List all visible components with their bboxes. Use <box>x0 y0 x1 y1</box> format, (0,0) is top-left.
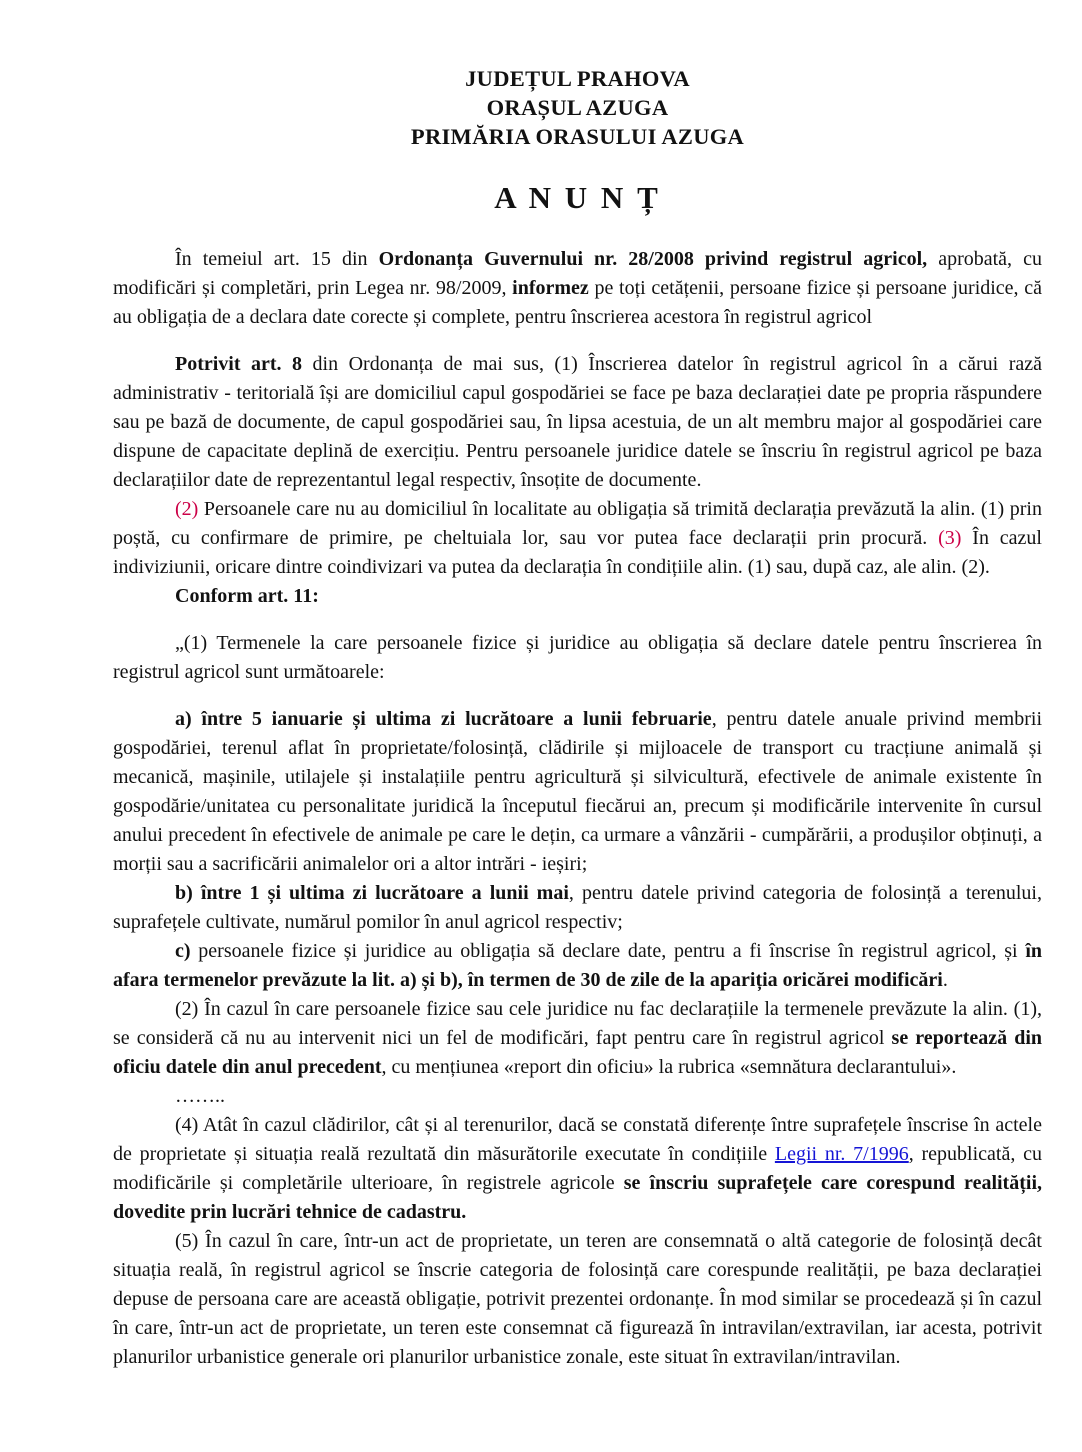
text-run: . <box>942 969 948 991</box>
law-link[interactable]: Legii nr. 7/1996 <box>774 1143 909 1165</box>
text-run: persoanele fizice și juridice au obligația să declare date, pentru a fi înscrise în registrul agricol, și <box>190 940 1026 962</box>
red-run: (2) <box>175 498 199 520</box>
paragraph-alin-4 <box>113 1111 1042 1227</box>
bold-run: a) între 5 ianuarie și ultima zi lucrătoare a lunii februarie <box>175 708 712 730</box>
text-run: În temeiul art. 15 din <box>175 248 379 270</box>
bold-run: informez <box>512 277 589 299</box>
text-run: (5) În cazul în care, într-un act de proprietate, un teren are consemnată o altă categorie de folosință decât situația reală, în registrul agricol se înscrie categoria de folosință care corespunde realității, pe baza declarației depuse de persoana care are această obligație, potrivit prezentei ordonanțe. În mod similar se procedează și în cazul în care, într-un act de proprietate, un teren este consemnat că figurează în intravilan/extravilan, iar acesta, potrivit planurilor urbanistice generale ori planurilor urbanistice zonale, este situat în extravilan/intravilan. <box>113 1230 1042 1368</box>
header-line-town: ORAȘUL AZUGA <box>486 95 669 120</box>
text-run: „(1) Termenele la care persoanele fizice și juridice au obligația să declare datele pentru înscrierea în registrul agricol sunt următoarele: <box>113 632 1042 683</box>
paragraph-termene-intro <box>113 629 1042 687</box>
bold-run: Potrivit art. 8 <box>175 353 303 375</box>
bold-run: c) <box>175 940 191 962</box>
text-run: În cazul indiviziunii, oricare dintre coindivizari va putea da declarația în condițiile alin. (1) sau, după caz, ale alin. (2). <box>113 527 1042 578</box>
text-run: (4) Atât în cazul clădirilor, cât și al terenurilor, dacă se constată diferențe între suprafețele înscrise în actele de proprietate și situația reală rezultată din măsurătorile executate în condițiile <box>113 1114 1042 1165</box>
header-line-townhall: PRIMĂRIA ORASULUI AZUGA <box>410 124 745 149</box>
text-run: Persoanele care nu au domiciliul în localitate au obligația să trimită declarația prevăzută la alin. (1) prin poștă, cu confirmare de primire, pe cheltuiala lor, sau vor putea face declarații prin procură. <box>113 498 1042 549</box>
text-run: din Ordonanța de mai sus, (1) Înscrierea datelor în registrul agricol în a cărui rază administrativ - teritorială își are domiciliul capul gospodăriei se face pe baza declarației date pe propria răspundere sau pe bază de documente, de capul gospodăriei sau, în lipsa acestuia, de un alt membru major al gospodăriei care dispune de capacitate deplină de exercițiu. Pentru persoanele juridice datele se înscriu în registrul agricol pe baza declarațiilor date de reprezentantul legal respectiv, însoțite de documente. <box>113 353 1042 491</box>
text-run: , cu mențiunea «report din oficiu» la rubrica «semnătura declarantului». <box>381 1056 957 1078</box>
paragraph-lit-b <box>113 879 1042 937</box>
paragraph-dots <box>113 1082 1042 1111</box>
red-run: (3) <box>938 527 962 549</box>
paragraph-alin-2-report <box>113 995 1042 1082</box>
text-run: , republicată, cu modificările și completările ulterioare, în registrele agricole <box>113 1143 1043 1194</box>
text-run: (2) În cazul în care persoanele fizice sau cele juridice nu fac declarațiile la termenele prevăzute la alin. (1), se consideră că nu au intervenit nici un fel de modificări, fapt pentru care în registrul agricol <box>113 998 1042 1049</box>
bold-run: Conform art. 11: <box>175 585 319 607</box>
paragraph-lit-a <box>113 705 1042 879</box>
bold-run: Ordonanța Guvernului nr. 28/2008 privind registrul agricol, <box>378 248 928 270</box>
paragraph-alin-5 <box>113 1227 1042 1372</box>
bold-run: b) între 1 și ultima zi lucrătoare a lunii mai <box>175 882 569 904</box>
header-line-county: JUDEȚUL PRAHOVA <box>465 66 690 91</box>
paragraph-conform-art11 <box>113 582 1042 611</box>
text-run: aprobată, cu modificări și completări, prin Legea nr. 98/2009, <box>113 248 1042 299</box>
paragraph-alin-2-3 <box>113 495 1042 582</box>
paragraph-art8 <box>113 350 1042 495</box>
page-title: A N U N Ț <box>494 180 661 215</box>
text-run: pe toți cetățenii, persoane fizice și persoane juridice, că au obligația de a declara date corecte și complete, pentru înscrierea acestora în registrul agricol <box>113 277 1042 328</box>
paragraph-lit-c <box>113 937 1042 995</box>
bold-run: se reportează din oficiu datele din anul precedent <box>113 1027 1042 1078</box>
bold-run: în afara termenelor prevăzute la lit. a) și b), în termen de 30 de zile de la apariția oricărei modificări <box>113 940 1042 991</box>
text-run: , pentru datele privind categoria de folosință a terenului, suprafețele cultivate, numărul pomilor în anul agricol respectiv; <box>113 882 1042 933</box>
paragraph-intro <box>113 245 1042 332</box>
bold-run: se înscriu suprafețele care corespund realității, dovedite prin lucrări tehnice de cadastru. <box>113 1172 1042 1223</box>
text-run: …….. <box>175 1085 225 1107</box>
document-body <box>113 245 1042 1372</box>
text-run: , pentru datele anuale privind membrii gospodăriei, terenul aflat în proprietate/folosință, clădirile și mijloacele de transport cu tracțiune animală și mecanică, mașinile, utilajele și instalațiile pentru agricultură și silvicultură, efectivele de animale existente în gospodărie/unitatea cu personalitate juridică la începutul fiecărui an, precum și modificările intervenite în cursul anului precedent în efectivele de animale pe care le dețin, ca urmare a vânzării - cumpărării, a produșilor obținuți, a morții sau a sacrificării animalelor ori a altor intrări - ieșiri; <box>113 708 1043 875</box>
